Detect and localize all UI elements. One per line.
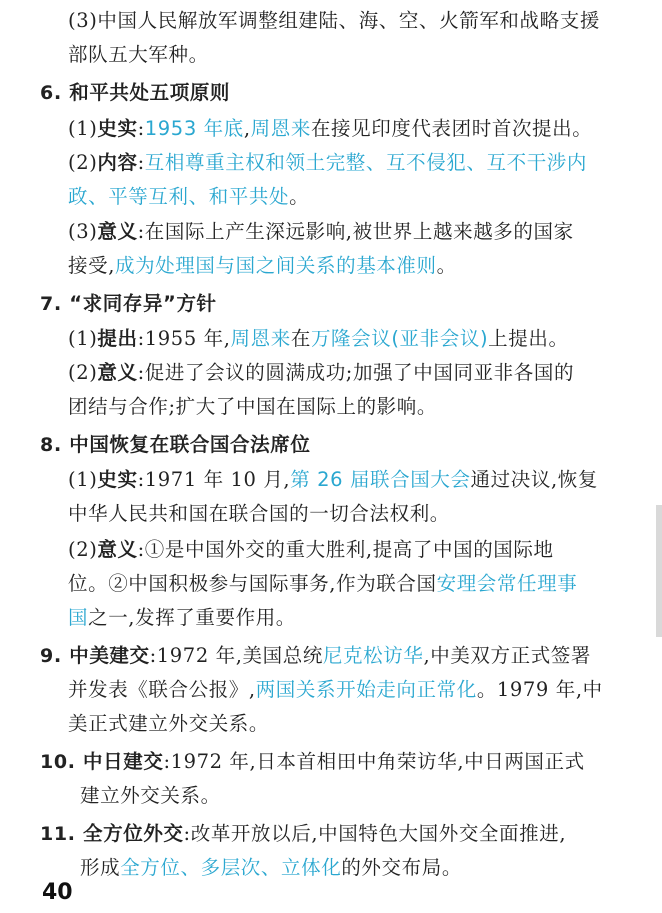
body-text: 部队五大军种。 (68, 43, 209, 66)
body-text: 。 (289, 185, 310, 208)
item-6-3-line-2 (68, 253, 457, 279)
item-5-3-line-2 (68, 42, 209, 68)
item-8-2-line-1 (68, 537, 554, 563)
body-text: 中华人民共和国在联合国的一切合法权利。 (68, 502, 450, 525)
body-text: 在 (290, 327, 311, 350)
highlighted-text: 国 (68, 606, 89, 629)
body-text: 。 (436, 254, 457, 277)
section-number: 11 (40, 823, 68, 845)
body-text: ,中美双方正式签署 (423, 644, 592, 667)
body-text: (2) (68, 538, 98, 561)
highlighted-text: 安理会常任理事 (436, 572, 578, 595)
bold-label: 史实 (97, 117, 138, 140)
item-6-2-line-1 (68, 150, 587, 176)
bold-label: 意义 (97, 220, 138, 243)
highlighted-text: 周恩来 (230, 327, 291, 350)
body-text: 在接见印度代表团时首次提出。 (310, 117, 593, 140)
body-text: 的外交布局。 (341, 856, 462, 879)
body-text: :1955 年, (137, 327, 231, 350)
body-text: : (137, 117, 145, 140)
highlighted-text: 政、平等互利、和平共处 (68, 185, 290, 208)
bold-label: 史实 (97, 468, 138, 491)
body-text: (3) (68, 220, 98, 243)
bold-label: 意义 (97, 361, 138, 384)
heading-6 (40, 80, 230, 106)
bold-label: . 中日建交 (67, 750, 164, 773)
body-text: , (243, 117, 251, 140)
item-6-1 (68, 116, 592, 142)
section-number: 10 (40, 751, 68, 773)
section-number: 7 (40, 293, 54, 315)
item-8-1-line-2 (68, 501, 450, 527)
item-6-3-line-1 (68, 219, 574, 245)
item-8-2-line-2 (68, 571, 577, 597)
body-text: (2) (68, 361, 98, 384)
highlighted-text: 尼克松访华 (322, 644, 424, 667)
heading-10 (40, 749, 585, 775)
bold-label: . 全方位外交 (67, 822, 184, 845)
body-text: 团结与合作;扩大了中国在国际上的影响。 (68, 395, 437, 418)
body-text: (1) (68, 117, 98, 140)
heading-11 (40, 821, 566, 847)
section-number: 9 (40, 645, 54, 667)
item-5-3-line-1 (68, 8, 600, 34)
bold-label: 意义 (97, 538, 138, 561)
body-text: :改革开放以后,中国特色大国外交全面推进, (183, 822, 567, 845)
highlighted-text: 周恩来 (250, 117, 311, 140)
highlighted-text: 全方位、多层次、立体化 (120, 856, 342, 879)
body-text: :1971 年 10 月, (137, 468, 291, 491)
bold-label: 提出 (97, 327, 138, 350)
bold-label: . 中国恢复在联合国合法席位 (53, 433, 311, 456)
item-7-1 (68, 326, 569, 352)
body-text: 建立外交关系。 (80, 784, 221, 807)
body-text: :1972 年,日本首相田中角荣访华,中日两国正式 (163, 750, 585, 773)
bold-label: . 中美建交 (53, 644, 150, 667)
body-text: :在国际上产生深远影响,被世界上越来越多的国家 (137, 220, 574, 243)
body-text: (3)中国人民解放军调整组建陆、海、空、火箭军和战略支援 (68, 9, 600, 32)
heading-9 (40, 643, 591, 669)
item-11-line-2 (80, 855, 462, 881)
bold-label: . 和平共处五项原则 (53, 81, 231, 104)
highlighted-text: 第 26 届联合国大会 (290, 468, 471, 491)
item-9-line-3 (68, 711, 269, 737)
highlighted-text: 万隆会议(亚非会议) (310, 327, 489, 350)
item-7-2-line-1 (68, 360, 574, 386)
highlighted-text: 1953 年底 (144, 117, 244, 140)
item-7-2-line-2 (68, 394, 437, 420)
bold-label: 内容 (97, 151, 138, 174)
body-text: 形成 (80, 856, 121, 879)
page-edge-shadow (656, 505, 662, 637)
bold-label: . “求同存异”方针 (53, 292, 217, 315)
body-text: 。1979 年,中 (476, 678, 603, 701)
item-6-2-line-2 (68, 184, 309, 210)
heading-7 (40, 291, 217, 317)
item-8-1-line-1 (68, 467, 598, 493)
body-text: 上提出。 (488, 327, 569, 350)
body-text: 接受, (68, 254, 115, 277)
body-text: :①是中国外交的重大胜利,提高了中国的国际地 (137, 538, 554, 561)
body-text: 位。②中国积极参与国际事务,作为联合国 (68, 572, 437, 595)
body-text: (1) (68, 327, 98, 350)
highlighted-text: 两国关系开始走向正常化 (255, 678, 477, 701)
highlighted-text: 成为处理国与国之间关系的基本准则 (115, 254, 437, 277)
body-text: 通过决议,恢复 (470, 468, 598, 491)
body-text: : (137, 151, 145, 174)
body-text: 并发表《联合公报》, (68, 678, 256, 701)
highlighted-text: 互相尊重主权和领土完整、互不侵犯、互不干涉内 (144, 151, 587, 174)
item-10-line-2 (80, 783, 221, 809)
section-number: 6 (40, 82, 54, 104)
page-number: 40 (42, 880, 73, 905)
body-text: 之一,发挥了重要作用。 (88, 606, 296, 629)
heading-8 (40, 432, 310, 458)
body-text: (2) (68, 151, 98, 174)
item-9-line-2 (68, 677, 603, 703)
body-text: :1972 年,美国总统 (149, 644, 323, 667)
body-text: (1) (68, 468, 98, 491)
body-text: 美正式建立外交关系。 (68, 712, 270, 735)
section-number: 8 (40, 434, 54, 456)
item-8-2-line-3 (68, 605, 296, 631)
body-text: :促进了会议的圆满成功;加强了中国同亚非各国的 (137, 361, 575, 384)
